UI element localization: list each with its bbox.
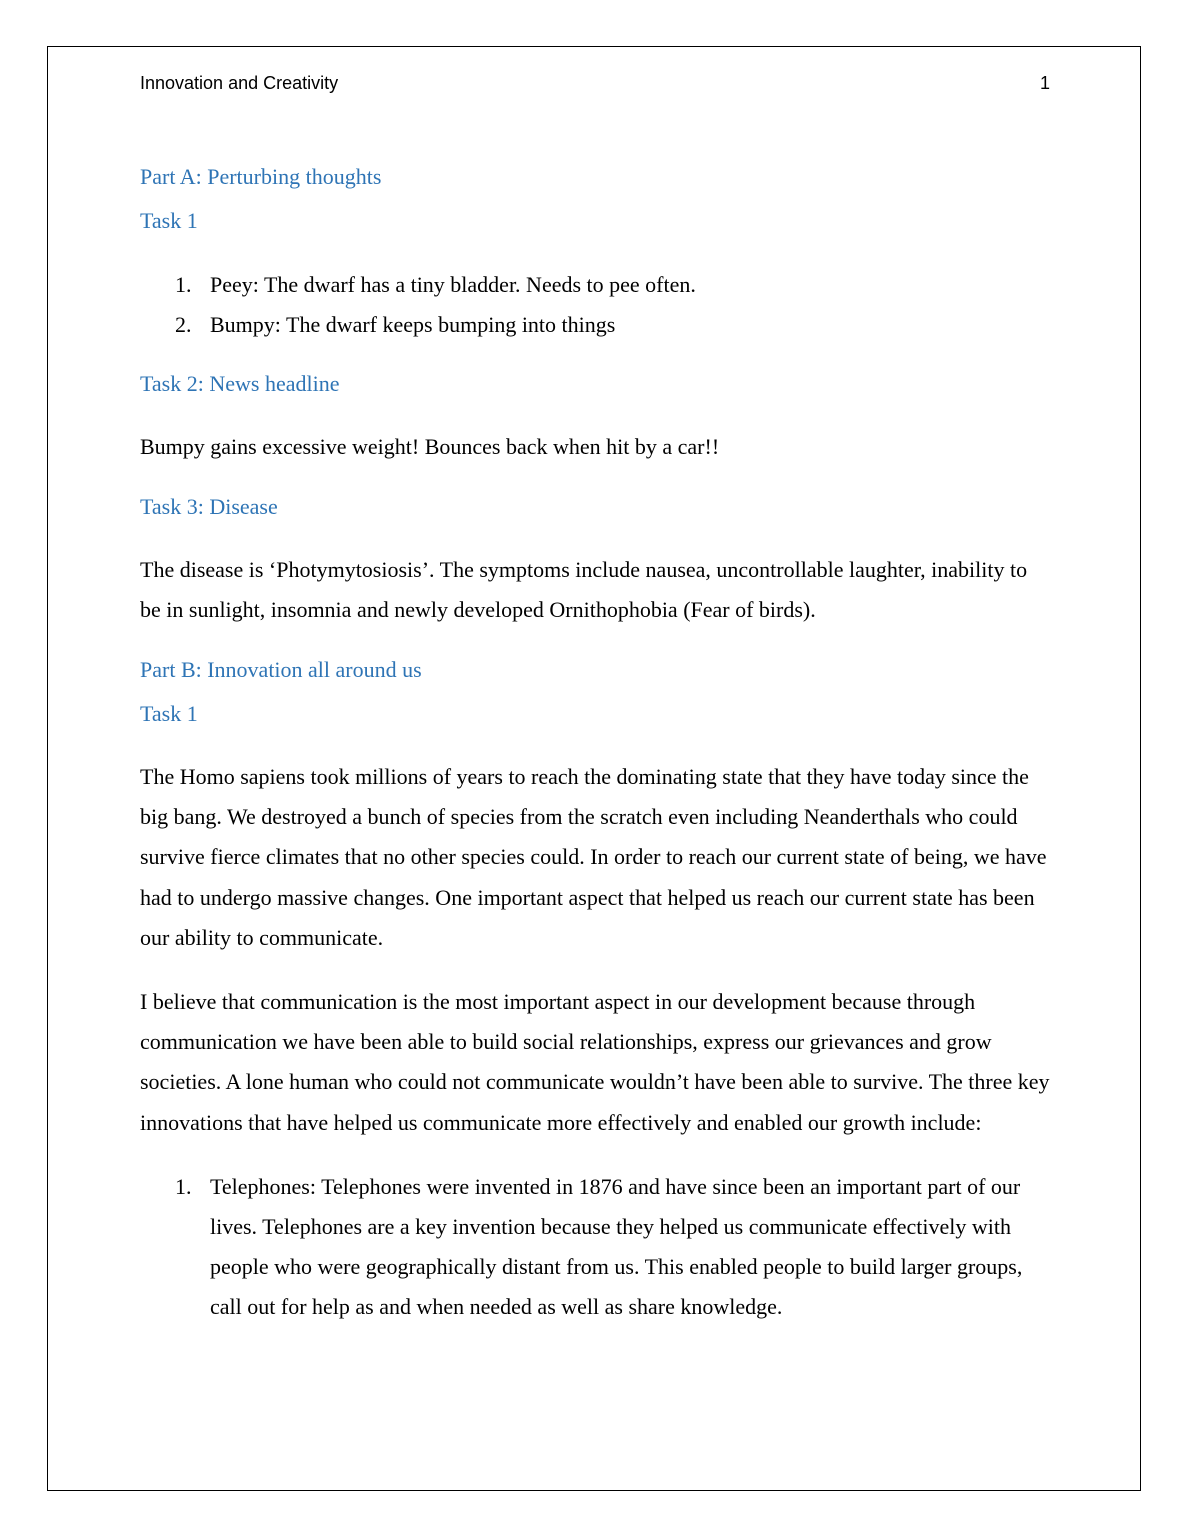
list-text: Bumpy: The dwarf keeps bumping into things: [210, 312, 616, 338]
list-text: Telephones: Telephones were invented in 1876 and have since been an important part of our lives. Telephones are a key invention because they helped us communicate effectively with people who were geographically distant from us. This enabled people to build larger groups, call out for help as and when needed as well as share knowledge.: [210, 1173, 1023, 1320]
list-item: [140, 305, 1050, 345]
document-body: [140, 160, 1050, 1328]
part-b-innovations-list: [140, 1167, 1050, 1328]
part-a-task1-list: [140, 265, 1050, 345]
part-a-heading: Part A: Perturbing thoughts: [140, 164, 382, 189]
news-headline-text: Bumpy gains excessive weight! Bounces back when hit by a car!!: [140, 434, 720, 460]
list-item: [140, 265, 1050, 305]
part-a-task3-heading: Task 3: Disease: [140, 493, 278, 519]
part-a-task1-heading: Task 1: [140, 208, 198, 233]
list-number: 2.: [175, 312, 192, 338]
disease-text: The disease is ‘Photymytosiosis’. The symptoms include nausea, uncontrollable laughter, inability to be in sunlight, insomnia and newly developed Ornithophobia (Fear of birds).: [140, 556, 1028, 622]
part-b-paragraph-1: The Homo sapiens took millions of years to reach the dominating state that they have today since the big bang. We destroyed a bunch of species from the scratch even including Neanderthals who could survive fierce climates that no other species could. In order to reach our current state of being, we have had to undergo massive changes. One important aspect that helped us reach our current state has been our ability to communicate.: [140, 764, 1047, 950]
part-a-task2-heading: Task 2: News headline: [140, 371, 340, 397]
list-text: Peey: The dwarf has a tiny bladder. Needs to pee often.: [210, 272, 696, 297]
running-head: Innovation and Creativity: [140, 73, 339, 93]
list-number: 1.: [175, 272, 192, 297]
part-b-task1-heading: Task 1: [140, 701, 198, 727]
list-item: [140, 1167, 1050, 1328]
page-number: 1: [1039, 73, 1050, 93]
part-b-heading: Part B: Innovation all around us: [140, 657, 422, 683]
part-b-paragraph-2: I believe that communication is the most important aspect in our development because through communication we have been able to build social relationships, express our grievances and grow societies. A lone human who could not communicate wouldn’t have been able to survive. The three key innovations that have helped us communicate more effectively and enabled our growth include:: [140, 989, 1050, 1135]
list-number: 1.: [175, 1173, 192, 1199]
